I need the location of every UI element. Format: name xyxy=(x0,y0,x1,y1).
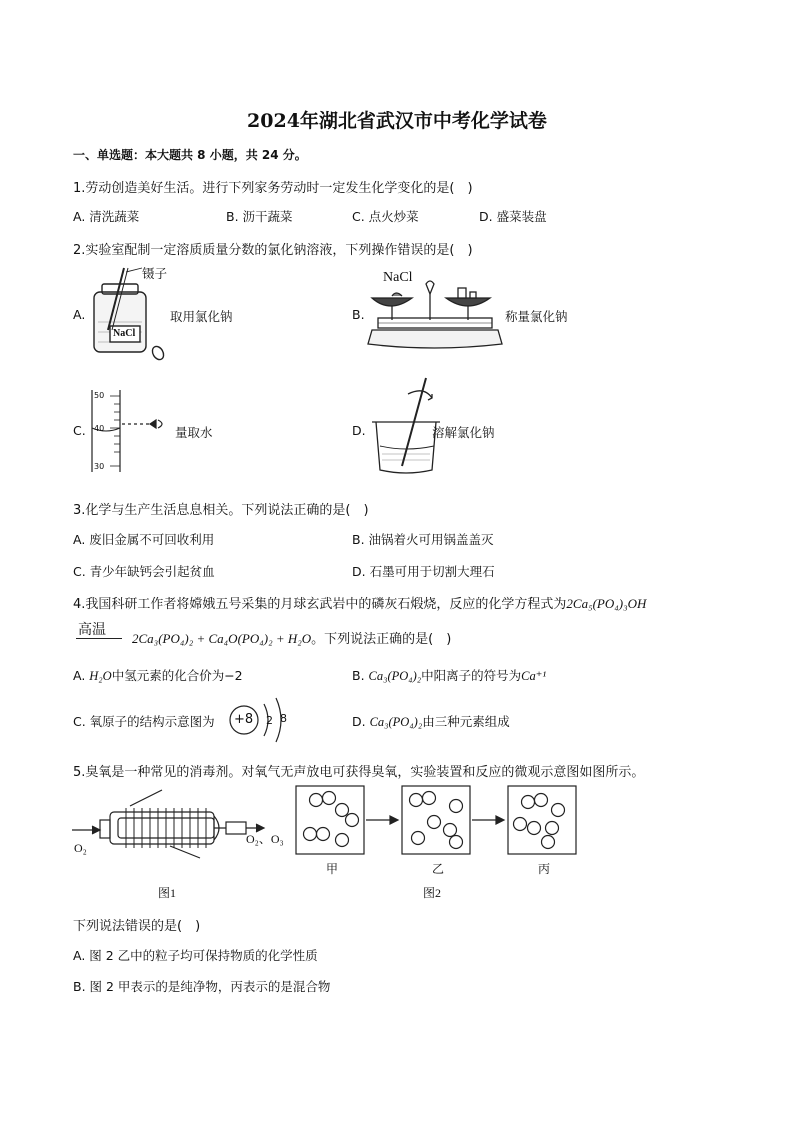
q2-option-b-letter[interactable]: B. xyxy=(352,307,365,322)
q4-b-ion: Ca⁺¹ xyxy=(521,669,547,683)
q4-option-b[interactable] xyxy=(352,666,546,684)
question-4-stem xyxy=(73,593,646,612)
page-title: 2024年湖北省武汉市中考化学试卷 xyxy=(247,110,547,132)
oxygen-nucleus-charge: +8 xyxy=(234,712,254,727)
q4-b-prefix: B. xyxy=(352,668,369,683)
box-label-bing: 丙 xyxy=(538,862,551,876)
q4-stem-suffix: 。下列说法正确的是( ) xyxy=(311,632,452,647)
q4-option-d[interactable] xyxy=(352,712,510,730)
q4-option-c[interactable]: C. 氧原子的结构示意图为 xyxy=(73,714,215,729)
q3-option-c[interactable]: C. 青少年缺钙会引起贫血 xyxy=(73,564,215,579)
box-label-yi: 乙 xyxy=(432,862,445,876)
q4-d-prefix: D. xyxy=(352,714,370,729)
q4-equation-line xyxy=(132,628,451,647)
q2-option-c-letter[interactable]: C. xyxy=(73,423,86,438)
fig1-caption: 图1 xyxy=(158,886,177,900)
question-5-stem: 5.臭氧是一种常见的消毒剂。对氧气无声放电可获得臭氧，实验装置和反应的微观示意图如图所示。 xyxy=(73,765,645,780)
bottle-label: NaCl xyxy=(113,328,136,339)
q5-option-b[interactable]: B. 图 2 甲表示的是纯净物，丙表示的是混合物 xyxy=(73,979,331,994)
cylinder-tick-40: 40 xyxy=(94,424,105,433)
balance-nacl-label: NaCl xyxy=(383,270,413,285)
box-label-jia: 甲 xyxy=(326,862,339,876)
q4-a-prefix: A. xyxy=(73,668,90,683)
q4-products: 2Ca₃(PO₄)₂ + Ca₄O(PO₄)₂ + H₂O xyxy=(132,631,312,646)
section-heading: 一、单选题：本大题共 8 小题，共 24 分。 xyxy=(73,148,307,162)
q2-option-a-label: 取用氯化钠 xyxy=(170,309,233,324)
q4-b-formula: Ca₃(PO₄)₂ xyxy=(368,669,422,683)
q4-arrow-line xyxy=(76,638,122,639)
q2-option-c-label: 量取水 xyxy=(175,425,213,440)
q1-option-c[interactable]: C. 点火炒菜 xyxy=(352,209,419,224)
question-1-stem: 1.劳动创造美好生活。进行下列家务劳动时一定发生化学变化的是( ) xyxy=(73,181,473,196)
q3-option-b[interactable]: B. 油锅着火可用锅盖盖灭 xyxy=(352,532,494,547)
q1-option-d[interactable]: D. 盛菜装盘 xyxy=(479,209,547,224)
q2-option-d-letter[interactable]: D. xyxy=(352,423,366,438)
oxygen-shell-2: 8 xyxy=(280,712,287,725)
fig1-outlet-label: O₂、O₃ xyxy=(246,832,284,846)
q4-a-formula: H₂O xyxy=(89,669,112,683)
cylinder-tick-50: 50 xyxy=(94,391,105,400)
q1-option-b[interactable]: B. 沥干蔬菜 xyxy=(226,209,293,224)
question-3-stem: 3.化学与生产生活息息相关。下列说法正确的是( ) xyxy=(73,503,369,518)
q4-d-text: 由三种元素组成 xyxy=(422,714,510,729)
fig2-caption: 图2 xyxy=(423,886,442,900)
q3-option-d[interactable]: D. 石墨可用于切割大理石 xyxy=(352,564,495,579)
q4-option-a[interactable] xyxy=(73,666,243,684)
q4-reactant: 2Ca₅(PO₄)₃OH xyxy=(566,596,647,611)
q4-a-text: 中氢元素的化合价为−2 xyxy=(111,668,243,683)
q4-b-text: 中阳离子的符号为 xyxy=(421,668,522,683)
cylinder-tick-30: 30 xyxy=(94,462,105,471)
q2-option-d-label: 溶解氯化钠 xyxy=(432,425,495,440)
tweezers-label: 镊子 xyxy=(142,266,168,281)
q5-option-a[interactable]: A. 图 2 乙中的粒子均可保持物质的化学性质 xyxy=(73,948,318,963)
oxygen-shell-1: 2 xyxy=(266,714,273,727)
q2-option-b-label: 称量氯化钠 xyxy=(505,309,568,324)
particle-diagram-figure xyxy=(294,784,584,856)
q4-condition: 高温 xyxy=(78,622,106,638)
fig1-inlet-label: O₂ xyxy=(74,841,87,855)
question-2-stem: 2.实验室配制一定溶质质量分数的氯化钠溶液，下列操作错误的是( ) xyxy=(73,243,473,258)
q3-option-a[interactable]: A. 废旧金属不可回收利用 xyxy=(73,532,215,547)
q2-option-a-letter[interactable]: A. xyxy=(73,307,86,322)
q1-option-a[interactable]: A. 清洗蔬菜 xyxy=(73,209,140,224)
q4-d-formula: Ca₃(PO₄)₂ xyxy=(369,715,423,729)
q4-stem-prefix: 4.我国科研工作者将嫦娥五号采集的月球玄武岩中的磷灰石煅烧，反应的化学方程式为 xyxy=(73,597,567,612)
question-5-prompt: 下列说法错误的是( ) xyxy=(73,919,201,934)
